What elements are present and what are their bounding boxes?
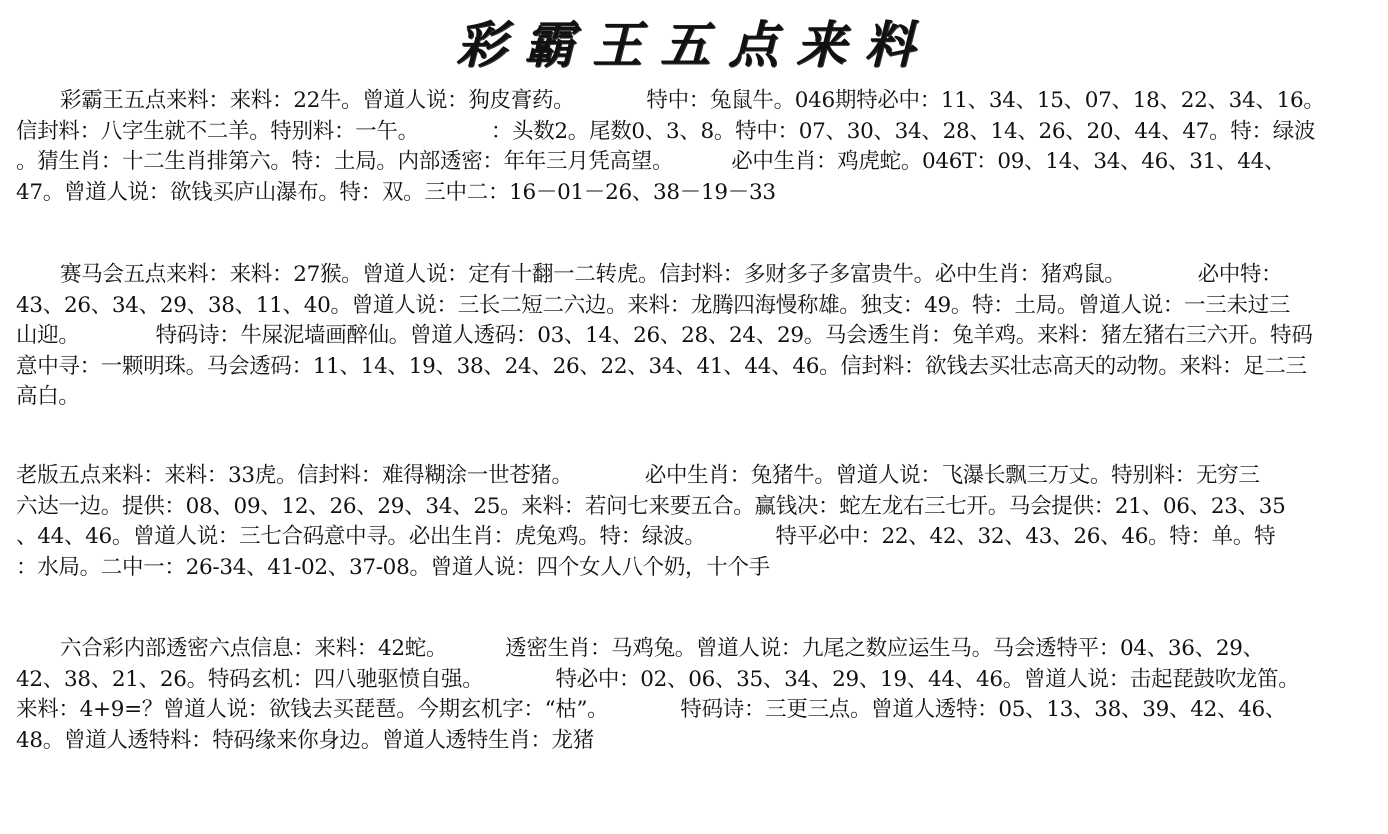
section-laoban: [16, 461, 1376, 583]
text-line: ：水局。二中一：26-34、41-02、37-08。曾道人说：四个女人八个奶，十个手: [16, 554, 770, 580]
text-line: 、44、46。曾道人说：三七合码意中寻。必出生肖：虎兔鸡。特：绿波。 特平必中：22、42、32、43、26、46。特：单。特: [16, 524, 1276, 549]
text-line: 来料：4+9=？曾道人说：欲钱去买琵琶。今期玄机字：“枯”。 特码诗：三更三点。曾道人透特：05、13、38、39、42、46、: [16, 697, 1287, 722]
section-saimahui: [16, 260, 1376, 413]
text-line: 高白。: [16, 384, 80, 409]
text-line: 六达一边。提供：08、09、12、26、29、34、25。来料：若问七来要五合。赢钱决：蛇左龙右三七开。马会提供：21、06、23、35: [16, 493, 1286, 519]
text-line: 六合彩内部透密六点信息：来料：42蛇。 透密生肖：马鸡兔。曾道人说：九尾之数应运生马。马会透特平：04、36、29、: [60, 636, 1264, 661]
text-line: 山迎。 特码诗：牛屎泥墙画醉仙。曾道人透码：03、14、26、28、24、29。马会透生肖：兔羊鸡。来料：猪左猪右三六开。特码: [16, 323, 1313, 348]
text-line: 42、38、21、26。特码玄机：四八驰驱愤自强。 特必中：02、06、35、34、29、19、44、46。曾道人说：击起琵鼓吹龙笛。: [16, 666, 1300, 692]
text-line: 47。曾道人说：欲钱买庐山瀑布。特：双。三中二：16－01－26、38－19－33: [16, 179, 776, 205]
text-line: 信封料：八字生就不二羊。特别料：一午。 ：头数2。尾数0、3、8。特中：07、30、34、28、14、26、20、44、47。特：绿波: [16, 118, 1316, 144]
text-line: 。猜生肖：十二生肖排第六。特：土局。内部透密：年年三月凭高望。 必中生肖：鸡虎蛇。046T：09、14、34、46、31、44、: [16, 149, 1286, 174]
text-line: 赛马会五点来料：来料：27猴。曾道人说：定有十翻一二转虎。信封料：多财多子多富贵牛。必中生肖：猪鸡鼠。 必中特：: [60, 262, 1283, 287]
text-line: 48。曾道人透特料：特码缘来你身边。曾道人透特生肖：龙猪: [16, 727, 594, 753]
text-line: 意中寻：一颗明珠。马会透码：11、14、19、38、24、26、22、34、41、44、46。信封料：欲钱去买壮志高天的动物。来料：足二三: [16, 353, 1307, 379]
page-title: 彩霸王五点来料: [456, 15, 932, 74]
text-line: 老版五点来料：来料：33虎。信封料：难得糊涂一世苍猪。 必中生肖：兔猪牛。曾道人说：飞瀑长飘三万丈。特别料：无穷三: [16, 463, 1260, 488]
section-caibawang: [16, 86, 1376, 208]
text-line: 彩霸王五点来料：来料：22牛。曾道人说：狗皮膏药。 特中：兔鼠牛。046期特必中：11、34、15、07、18、22、34、16。: [60, 88, 1325, 113]
section-liuhecai: [16, 634, 1376, 756]
text-line: 43、26、34、29、38、11、40。曾道人说：三长二短二六边。来料：龙腾四海慢称雄。独支：49。特：土局。曾道人说：一三未过三: [16, 292, 1291, 318]
